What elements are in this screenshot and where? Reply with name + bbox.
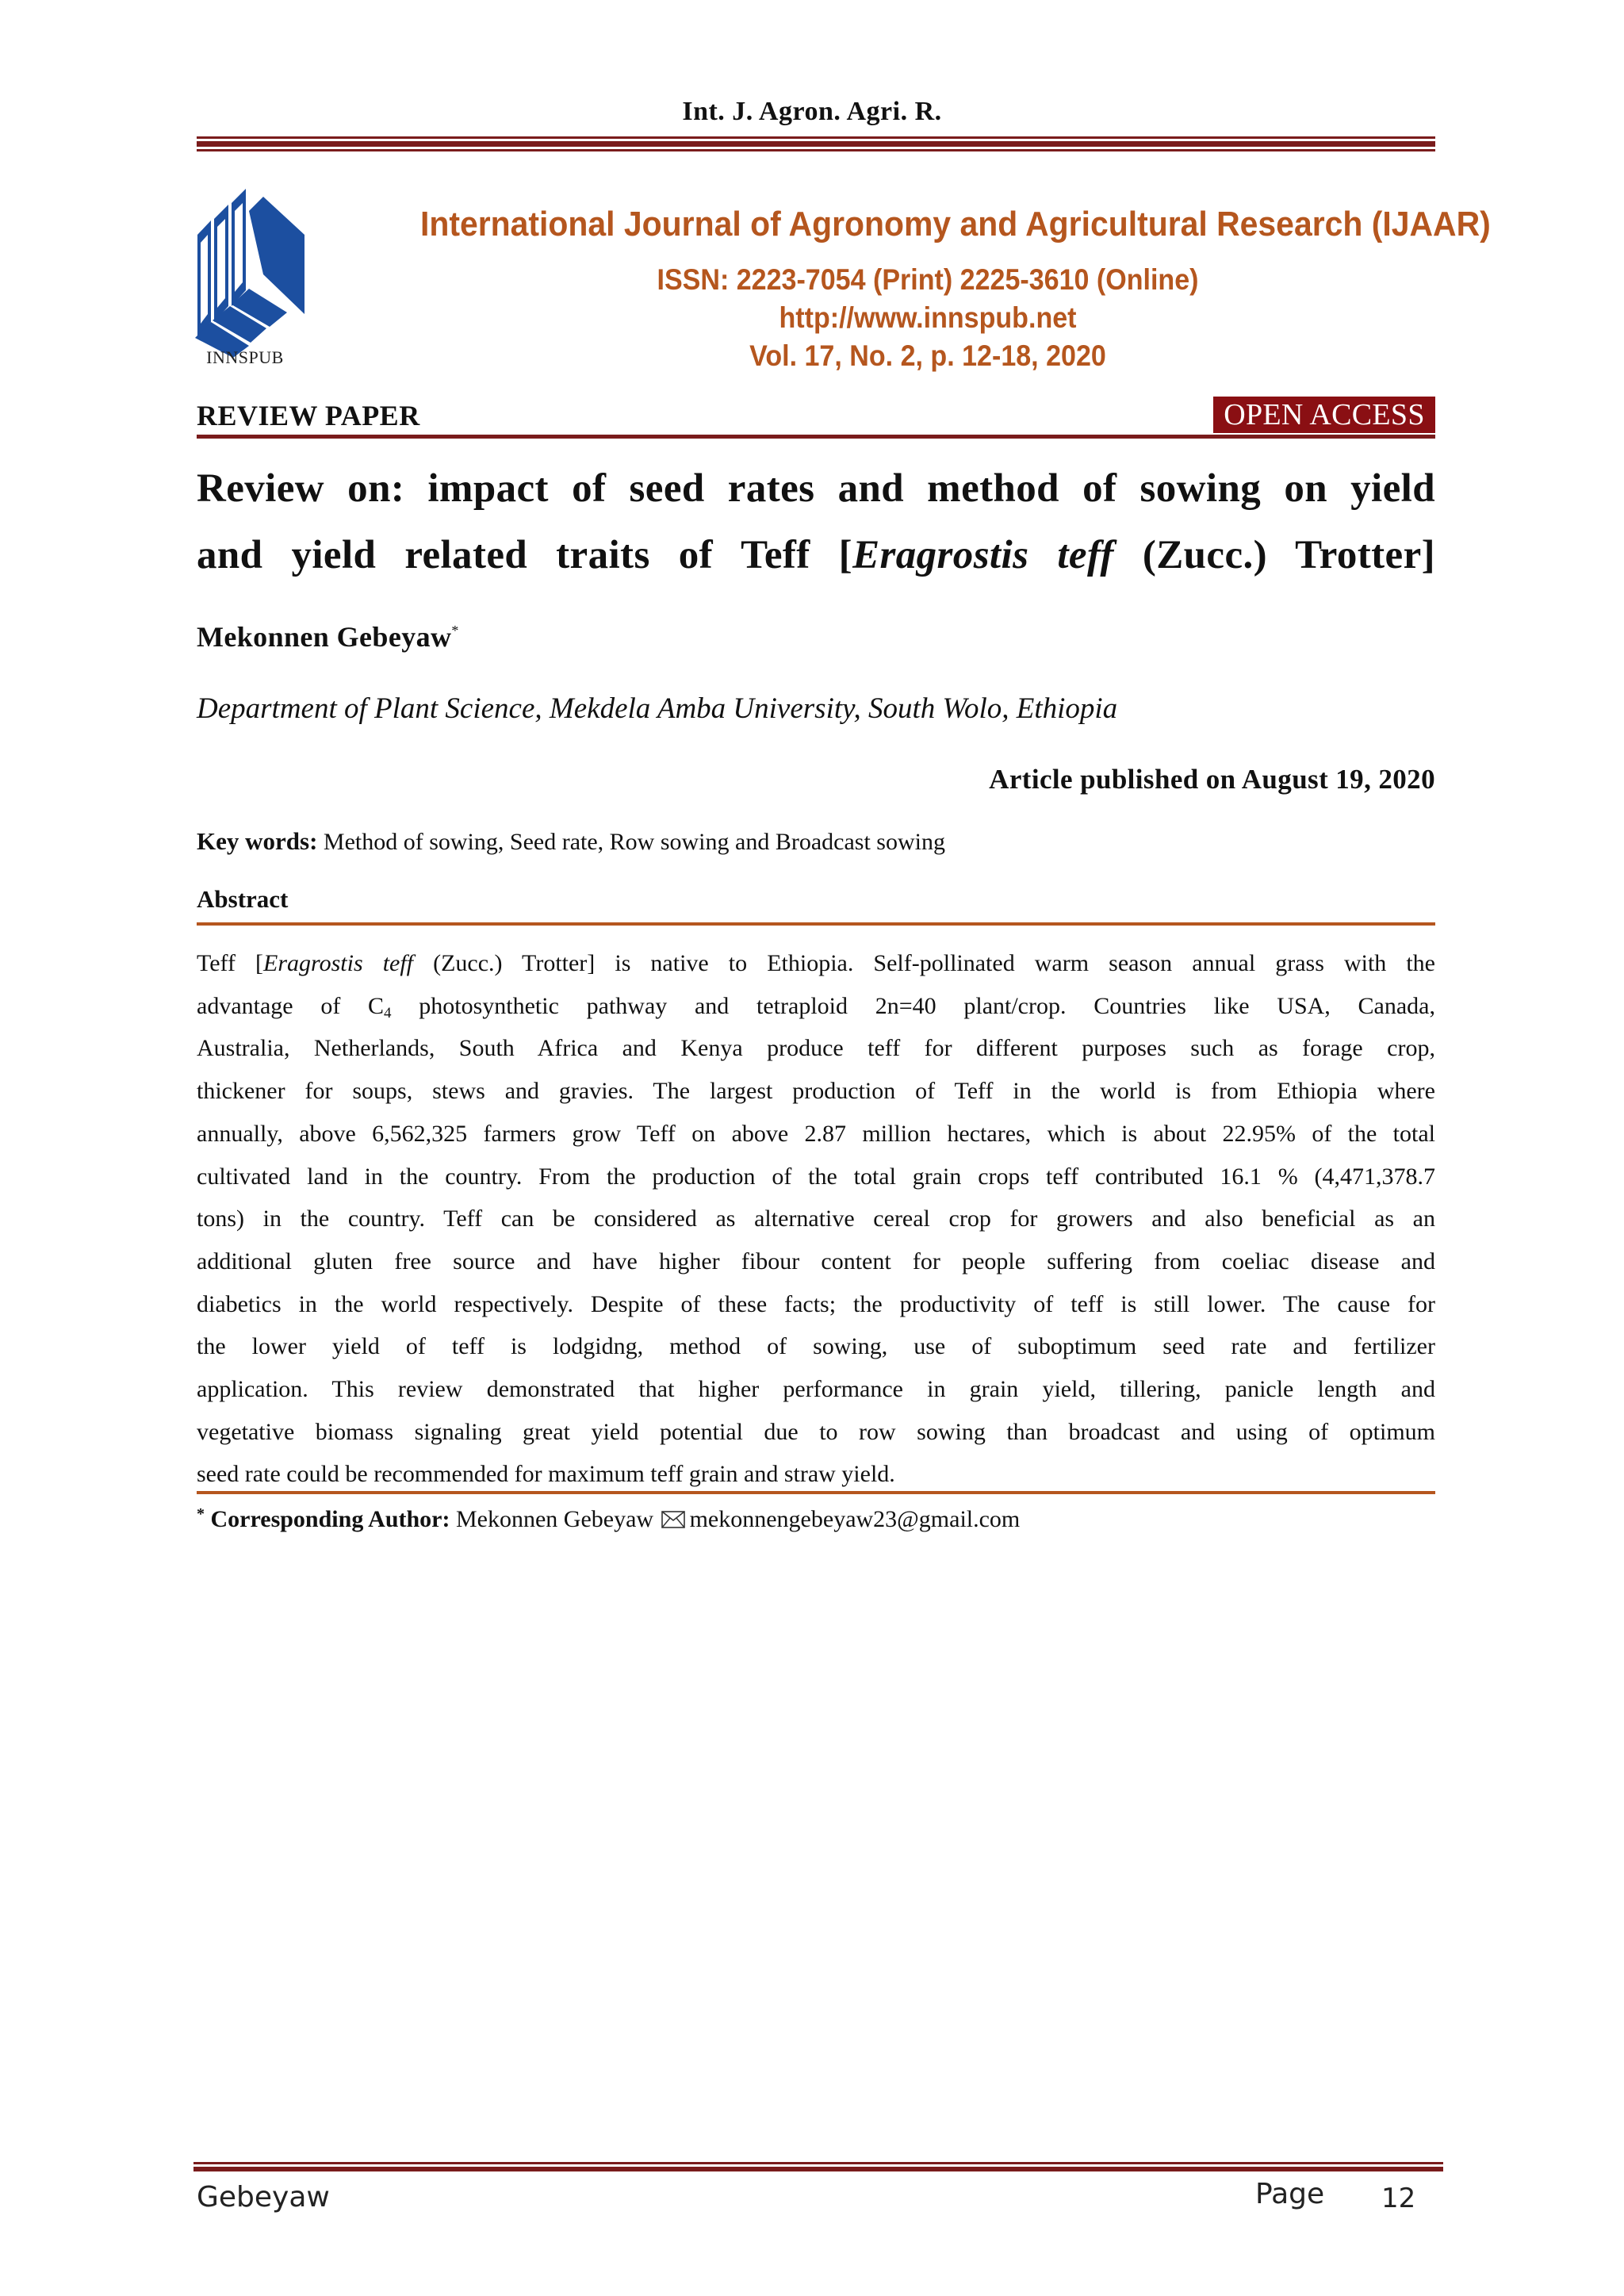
footer-rule-top <box>193 2162 1443 2164</box>
corresponding-author: * Corresponding Author: Mekonnen Gebeyaw mekonnengebeyaw23@gmail.com <box>197 1505 1021 1532</box>
article-title-line-2: and yield related traits of Teff [Eragrostis teff (Zucc.) Trotter] <box>197 533 1435 577</box>
abstract-line: thickener for soups, stews and gravies. The largest production of Teff in the world is from Ethiopia where <box>197 1078 1435 1105</box>
corresponding-email[interactable]: mekonnengebeyaw23@gmail.com <box>689 1506 1021 1532</box>
footer-page-number: 12 <box>1381 2183 1416 2214</box>
article-title-line-1: Review on: impact of seed rates and method of sowing on yield <box>197 466 1435 511</box>
abstract-body <box>197 942 1435 1496</box>
envelope-icon <box>661 1511 685 1528</box>
abstract-heading: Abstract <box>197 885 289 913</box>
abstract-line: application. This review demonstrated that higher performance in grain yield, tillering, panicle length and <box>197 1376 1435 1403</box>
header-rule-thick <box>197 141 1435 147</box>
abstract-line: tons) in the country. Teff can be considered as alternative cereal crop for growers and also beneficial as an <box>197 1205 1435 1232</box>
journal-issn: ISSN: 2223-7054 (Print) 2225-3610 (Online) <box>657 263 1199 296</box>
header-rule-top <box>197 136 1435 139</box>
abstract-line: cultivated land in the country. From the production of the total grain crops teff contributed 16.1 % (4,471,378.7 <box>197 1163 1435 1190</box>
open-access-badge: OPEN ACCESS <box>1213 397 1435 433</box>
footer-page-label: Page <box>1255 2178 1325 2210</box>
abstract-line: the lower yield of teff is lodgidng, method of sowing, use of suboptimum seed rate and fertilizer <box>197 1333 1435 1360</box>
species-name: Eragrostis teff <box>852 533 1114 577</box>
abstract-line: Australia, Netherlands, South Africa and Kenya produce teff for different purposes such as forage crop, <box>197 1035 1435 1062</box>
publication-date: Article published on August 19, 2020 <box>989 764 1435 795</box>
abstract-rule-top <box>197 922 1435 926</box>
journal-volume: Vol. 17, No. 2, p. 12-18, 2020 <box>749 339 1106 372</box>
abstract-line: vegetative biomass signaling great yield potential due to row sowing than broadcast and using of optimum <box>197 1418 1435 1445</box>
footer-author: Gebeyaw <box>197 2181 330 2214</box>
logo-text: INNSPUB <box>206 347 284 367</box>
abstract-rule-bottom <box>197 1491 1435 1494</box>
journal-title: International Journal of Agronomy and Agricultural Research (IJAAR) <box>420 205 1491 243</box>
paper-type-label: REVIEW PAPER <box>197 400 420 431</box>
abstract-line: diabetics in the world respectively. Despite of these facts; the productivity of teff is still lower. The cause for <box>197 1290 1435 1317</box>
corresponding-name: Mekonnen Gebeyaw <box>456 1506 654 1532</box>
header-rule-bottom <box>197 149 1435 151</box>
keywords-label: Key words: <box>197 827 318 855</box>
journal-url[interactable]: http://www.innspub.net <box>779 301 1077 334</box>
keywords-list: Method of sowing, Seed rate, Row sowing and Broadcast sowing <box>323 829 945 855</box>
corresponding-label: Corresponding Author: <box>210 1506 450 1532</box>
running-header: Int. J. Agron. Agri. R. <box>682 97 942 126</box>
abstract-line: advantage of $C_4$ photosynthetic pathway and tetraploid 2n=40 plant/crop. Countries like USA, Canada, <box>197 992 1435 1022</box>
type-bar-rule <box>197 435 1435 439</box>
footer-rule-thick <box>193 2167 1443 2171</box>
innspub-logo-icon <box>193 187 312 362</box>
abstract-line: annually, above 6,562,325 farmers grow Teff on above 2.87 million hectares, which is about 22.95% of the total <box>197 1120 1435 1147</box>
author-affiliation: Department of Plant Science, Mekdela Amba University, South Wolo, Ethiopia <box>197 692 1118 725</box>
keywords <box>197 827 945 856</box>
abstract-line: Teff [Eragrostis teff (Zucc.) Trotter] is native to Ethiopia. Self-pollinated warm season annual grass with the <box>197 950 1436 976</box>
article-title <box>197 455 1435 588</box>
author-mark: * <box>451 623 459 638</box>
author-name: Mekonnen Gebeyaw* <box>197 621 459 653</box>
abstract-line: additional gluten free source and have higher fibour content for people suffering from coeliac disease and <box>197 1248 1435 1274</box>
abstract-line: seed rate could be recommended for maximum teff grain and straw yield. <box>197 1461 895 1488</box>
